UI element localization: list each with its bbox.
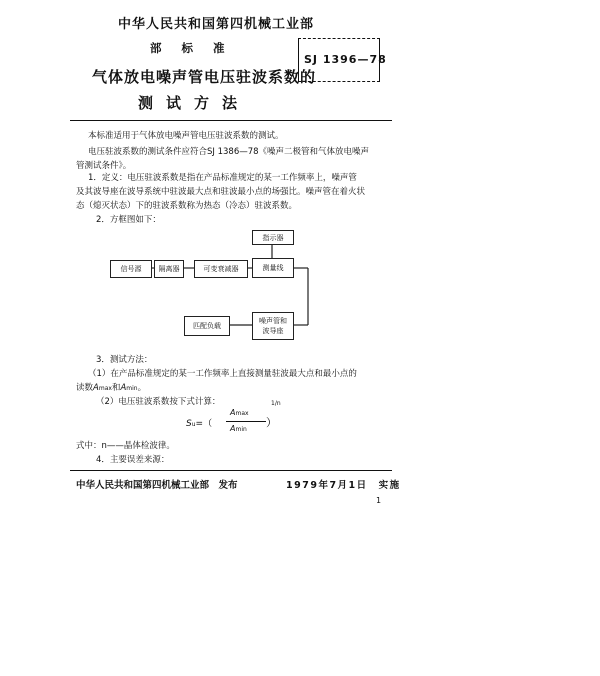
conditions-line-2: 管测试条件》。 [76,161,132,171]
footer-rule [70,470,392,471]
formula-close-paren: ） [266,416,277,429]
block-diagram-heading: 2．方框图如下： [96,215,161,225]
formula-note: 式中：n——晶体检波律。 [76,441,175,451]
noise-tube-mount-box [252,312,294,340]
formula-denominator-subscript: min [235,426,247,433]
document-title-line-2: 测试方法 [138,94,251,112]
intro-paragraph: 本标准适用于气体放电噪声管电压驻波系数的测试。 [88,131,284,141]
noise-tube-label-line-2: 波导座 [262,327,284,335]
indicator-label: 指示器 [262,233,284,242]
method-heading: 3．测试方法： [96,355,153,365]
amax-symbol: A [93,383,99,393]
formula-fraction-bar [226,421,266,422]
formula-denominator [230,424,247,433]
definition-line-2: 及其波导座在波导系统中驻波最大点和驻波最小点的场强比。噪声管在着火状 [76,187,366,197]
issuing-organization: 中华人民共和国第四机械工业部 [118,17,315,32]
method-step-1-line-2 [76,382,146,395]
definition-line-3: 态（熄灭状态）下的驻波系数称为热态（冷态）驻波系数。 [76,201,298,211]
step1-end: 。 [137,383,147,393]
method-step-2: （2）电压驻波系数按下式计算： [96,397,221,407]
formula-numerator [230,408,249,417]
isolator-label: 隔离器 [158,265,180,273]
matched-load-label: 匹配负载 [193,322,221,330]
step1-and: 和 [111,383,121,393]
indicator-box [252,230,294,245]
measuring-line-label: 测量线 [262,264,284,272]
conditions-line-1: 电压驻波系数的测试条件应符合SJ 1386—78《噪声二极管和气体放电噪声 [88,147,370,157]
step1-prefix: 读数 [76,383,94,393]
variable-attenuator-box [194,260,248,278]
signal-source-box [110,260,152,278]
footer-effective-date: 1979年7月1日 实施 [286,480,401,491]
document-title-line-1: 气体放电噪声管电压驻波系数的 [92,68,317,86]
matched-load-box [184,316,230,336]
measuring-line-box [252,258,294,278]
standard-code: SJ 1396—78 [304,53,387,66]
page-number: 1 [376,496,382,505]
signal-source-label: 信号源 [120,265,142,273]
formula-equals: =（ [195,419,213,429]
method-step-1-line-1: （1）在产品标准规定的某一工作频率上直接测量驻波最大点和最小点的 [88,369,357,379]
standard-label: 部标准 [150,41,245,55]
formula-numerator-subscript: max [235,410,249,417]
formula-lhs [186,416,212,429]
definition-line-1: 1．定义：电压驻波系数是指在产品标准规定的某一工作频率上，噪声管 [88,173,357,183]
variable-attenuator-label: 可变衰减器 [203,265,239,273]
formula-s-symbol: S [186,419,192,429]
amin-subscript: min [126,385,138,392]
error-sources-heading: 4．主要误差来源： [96,455,170,465]
formula-s-subscript: u [191,421,196,428]
formula-numerator-symbol: A [230,408,236,417]
isolator-box [154,260,184,278]
formula-denominator-symbol: A [230,424,236,433]
noise-tube-label-line-1: 噪声管和 [259,317,287,325]
footer-issuer: 中华人民共和国第四机械工业部 发布 [76,480,238,491]
formula-exponent: 1/n [271,400,281,407]
amin-symbol: A [120,383,127,393]
amax-subscript: max [98,385,112,392]
